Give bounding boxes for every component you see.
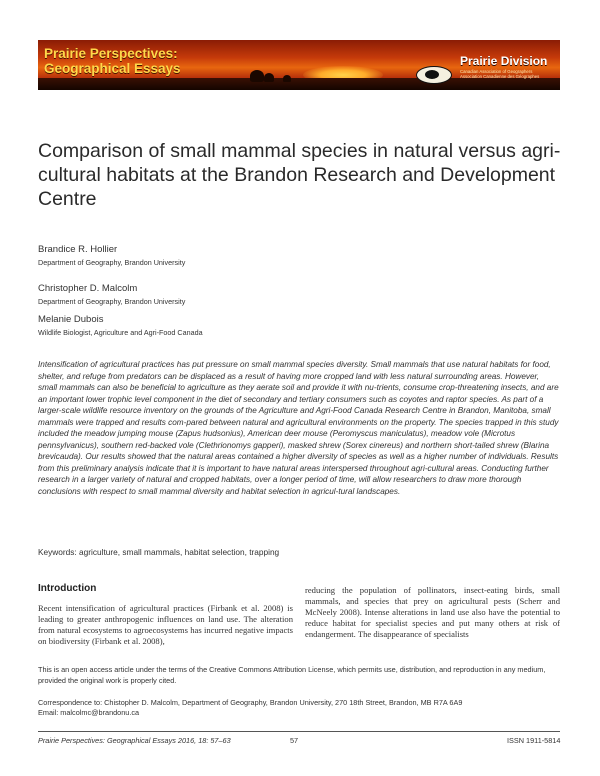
section-heading: Introduction [38,583,97,594]
footer-divider [38,731,560,732]
journal-name-line2: Geographical Essays [44,61,181,76]
author-affiliation: Department of Geography, Brandon University [38,297,186,306]
tree-silhouette [264,73,274,82]
cag-logo-icon [416,66,452,84]
association-name [460,69,560,79]
page-number: 57 [290,736,299,745]
intro-paragraph-col2: reducing the population of pollinators, insect-eating birds, small mammals, and species that prey on agricultural pests (Scherr and McNeely 2008). Intense alterations in land use also have the potential to reduce habitat for specialist species and put many others at risk of endangerment. The disappearance of specialists [305,585,560,639]
journal-name [44,46,181,76]
footer-citation: Prairie Perspectives: Geographical Essays 2016, 18: 57–63 [38,736,231,745]
association-name-en: Canadian Association of Geographers [460,69,533,74]
correspondence-address: Correspondence to: Chistopher D. Malcolm, Department of Geography, Brandon University, 270 18th Street, Brandon, MB R7A 6A9 [38,698,463,707]
association-name-fr: Association Canadienne des Géographes [460,74,540,80]
author-affiliation: Wildlife Biologist, Agriculture and Agri-Food Canada [38,328,203,337]
author-block [38,283,185,307]
issn: ISSN 1911-5814 [507,736,561,745]
abstract: Intensification of agricultural practices has put pressure on small mammal species diversity. Small mammals that use natural habitats for food, shelter, and refuge from predators can be displaced as a result of having more cropped land with less natural surrounding areas. However, small mammals can also be beneficial to agriculture as they aerate soil and provide it with nu-trients, consume crop-threatening insects, and are an important lower trophic level component in the diet of secondary and tertiary consumers such as coyotes and raptor species. As part of a larger-scale wildlife resource inventory on the grounds of the Agriculture and Agri-Food Canada Research Centre in Brandon, Manitoba, small mammals were trapped and results com-pared between natural and agricultural environments on the property. The species trapped in this study included the meadow jumping mouse (Zapus hudsonius), American deer mouse (Peromyscus maniculatus), meadow vole (Microtus pennsylvanicus), southern red-backed vole (Clethrionomys gapperi), masked shrew (Sorex cinereus) and northern short-tailed shrew (Blarina brevicauda). Our results showed that the natural areas contained a higher diversity of species as well as a higher number of individuals. Results from this preliminary analysis indicate that it is important to have natural areas interspersed throughout agri-cultural areas. Conducting further research in a larger variety of natural and cropped habitats, over a longer period of time, will allow researchers to draw more thorough conclusions with respect to small mammal diversity and habitat selection in agricul-tural landscapes. [38,360,559,496]
author-name: Melanie Dubois [38,314,104,325]
keywords: Keywords: agriculture, small mammals, habitat selection, trapping [38,547,280,557]
tree-silhouette [283,75,291,82]
correspondence-email: Email: malcolmc@brandonu.ca [38,708,140,717]
journal-banner [38,40,560,90]
prairie-horizon [38,78,560,90]
license-note: This is an open access article under the terms of the Creative Commons Attribution License, which permits use, distribution, and reproduction in any medium, provided the original work is properly cited. [38,665,546,685]
author-name: Brandice R. Hollier [38,244,118,255]
tree-silhouette [250,70,264,82]
intro-paragraph-col1: Recent intensification of agricultural practices (Firbank et al. 2008) is leading to greater anthropogenic influences on land use. The alteration from natural ecosystems to agroecosystems has incurred negative impacts on biodiversity (Firbank et al. 2008), [38,603,293,646]
correspondence-block [38,698,558,718]
author-block [38,314,203,338]
division-name: Prairie Division [460,54,548,68]
article-title: Comparison of small mammal species in natural versus agri-cultural habitats at the Brandon Research and Development Centre [38,140,561,210]
author-affiliation: Department of Geography, Brandon University [38,258,186,267]
journal-name-line1: Prairie Perspectives: [44,46,178,61]
author-name: Christopher D. Malcolm [38,283,138,294]
author-block [38,244,185,268]
